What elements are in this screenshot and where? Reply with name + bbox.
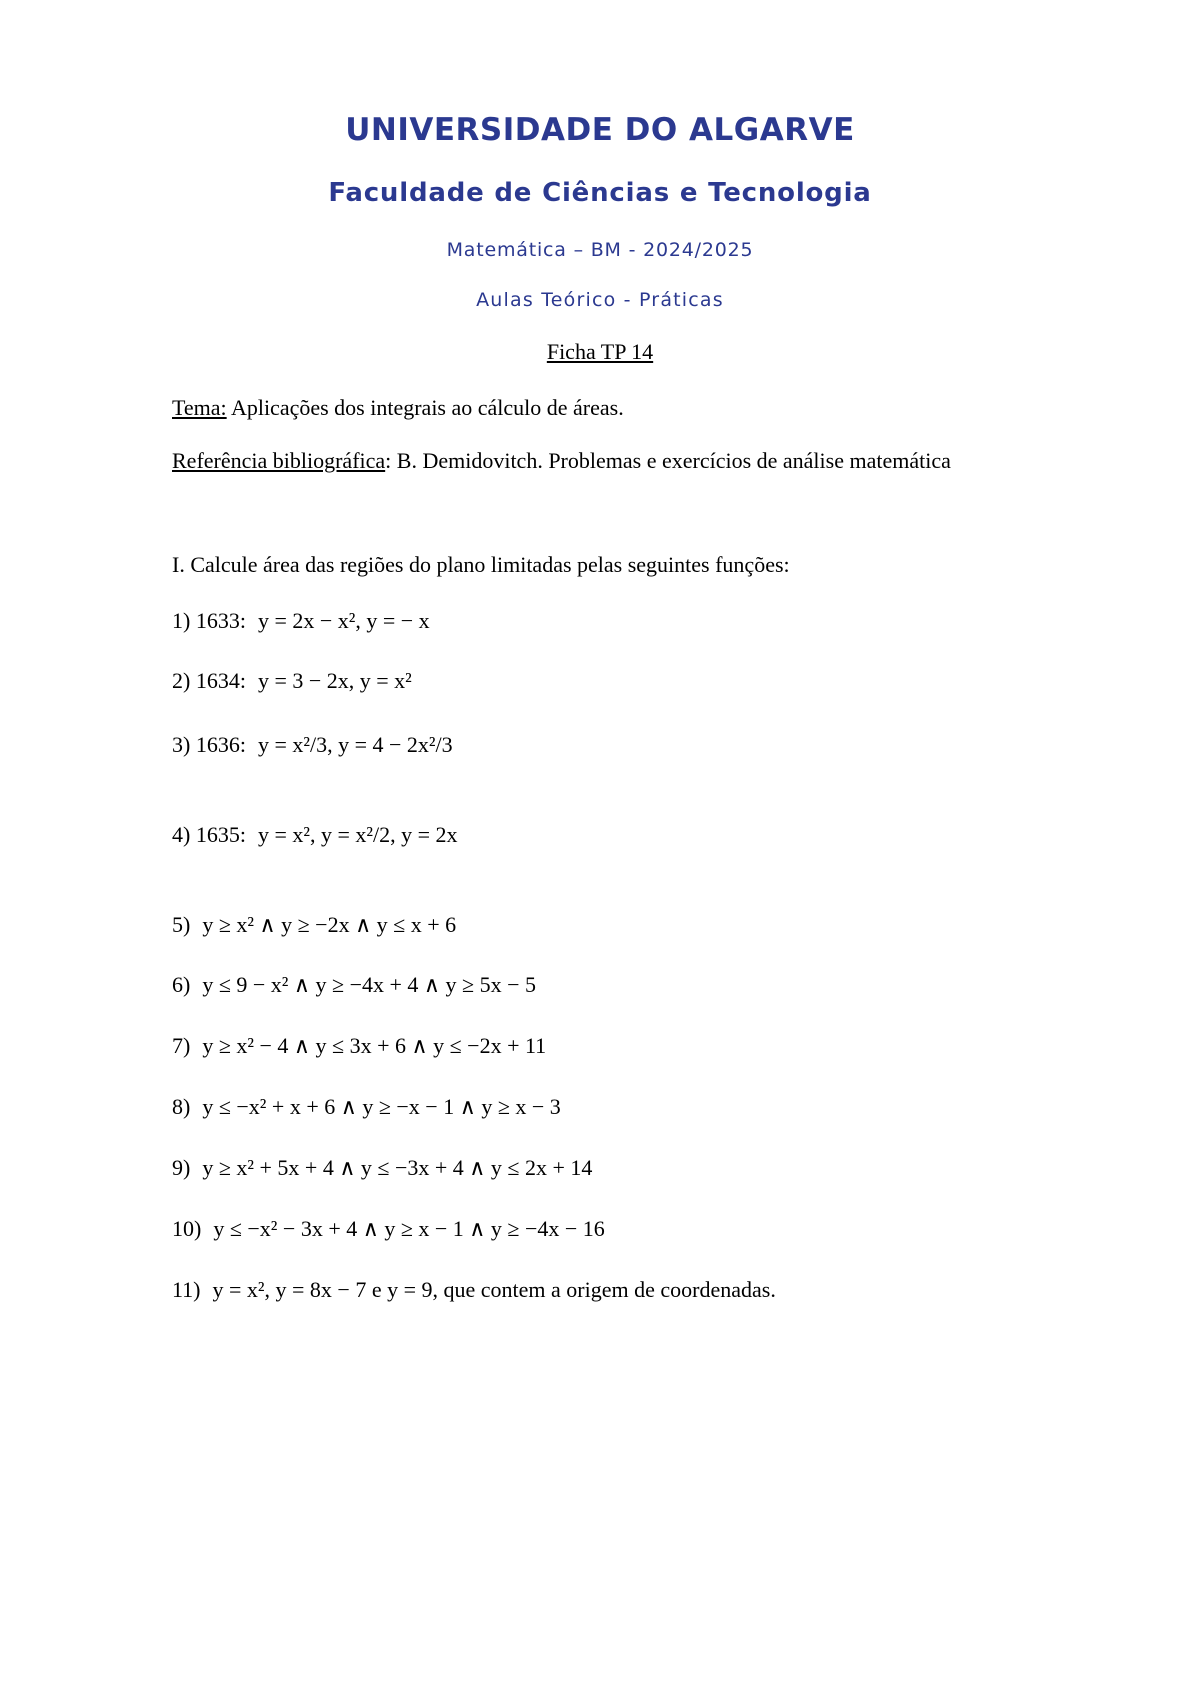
exercise-expression: y ≥ x² ∧ y ≥ −2x ∧ y ≤ x + 6 [202,912,457,937]
sessions-line: Aulas Teórico - Práticas [476,289,724,311]
sheet-title: Ficha TP 14 [546,339,654,364]
exercise-expression: y = x², y = 8x − 7 e y = 9, que contem a origem de coordenadas. [212,1277,776,1302]
exercise-number: 4) 1635: [172,822,246,847]
exercise-11 [172,1277,776,1303]
faculty-title: Faculdade de Ciências e Tecnologia [328,178,872,208]
exercise-4 [172,822,457,848]
exercise-2 [172,668,412,694]
exercise-expression: y = 2x − x², y = − x [257,608,430,633]
exercise-number: 2) 1634: [172,668,246,693]
reference-text: : B. Demidovitch. Problemas e exercícios de análise matemática [385,448,951,473]
exercise-number: 10) [172,1216,202,1241]
exercise-number: 9) [172,1155,191,1180]
tema-line [172,395,624,421]
exercise-number: 7) [172,1033,191,1058]
exercise-3 [172,732,453,758]
tema-label: Tema: [172,395,227,420]
exercise-expression: y = x², y = x²/2, y = 2x [257,822,458,847]
tema-text: Aplicações dos integrais ao cálculo de áreas. [226,395,624,420]
exercise-expression: y ≥ x² − 4 ∧ y ≤ 3x + 6 ∧ y ≤ −2x + 11 [202,1033,547,1058]
exercise-number: 8) [172,1094,191,1119]
exercise-1 [172,608,430,634]
exercise-5 [172,912,456,938]
section-title: I. Calcule área das regiões do plano limitadas pelas seguintes funções: [172,552,790,577]
exercise-7 [172,1033,546,1059]
course-line: Matemática – BM - 2024/2025 [446,239,754,261]
exercise-6 [172,972,536,998]
exercise-expression: y ≤ −x² + x + 6 ∧ y ≥ −x − 1 ∧ y ≥ x − 3 [202,1094,561,1119]
exercise-number: 5) [172,912,191,937]
exercise-expression: y ≤ −x² − 3x + 4 ∧ y ≥ x − 1 ∧ y ≥ −4x − 16 [213,1216,605,1241]
exercise-number: 11) [172,1277,201,1302]
reference-line [172,448,951,474]
university-title: UNIVERSIDADE DO ALGARVE [345,112,855,148]
exercise-expression: y ≤ 9 − x² ∧ y ≥ −4x + 4 ∧ y ≥ 5x − 5 [202,972,536,997]
exercise-number: 3) 1636: [172,732,246,757]
reference-label: Referência bibliográfica [172,448,386,473]
exercise-9 [172,1155,592,1181]
exercise-number: 6) [172,972,191,997]
exercise-expression: y ≥ x² + 5x + 4 ∧ y ≤ −3x + 4 ∧ y ≤ 2x + 14 [202,1155,593,1180]
exercise-number: 1) 1633: [172,608,246,633]
exercise-expression: y = x²/3, y = 4 − 2x²/3 [257,732,453,757]
exercise-8 [172,1094,561,1120]
exercise-10 [172,1216,605,1242]
exercise-expression: y = 3 − 2x, y = x² [257,668,412,693]
